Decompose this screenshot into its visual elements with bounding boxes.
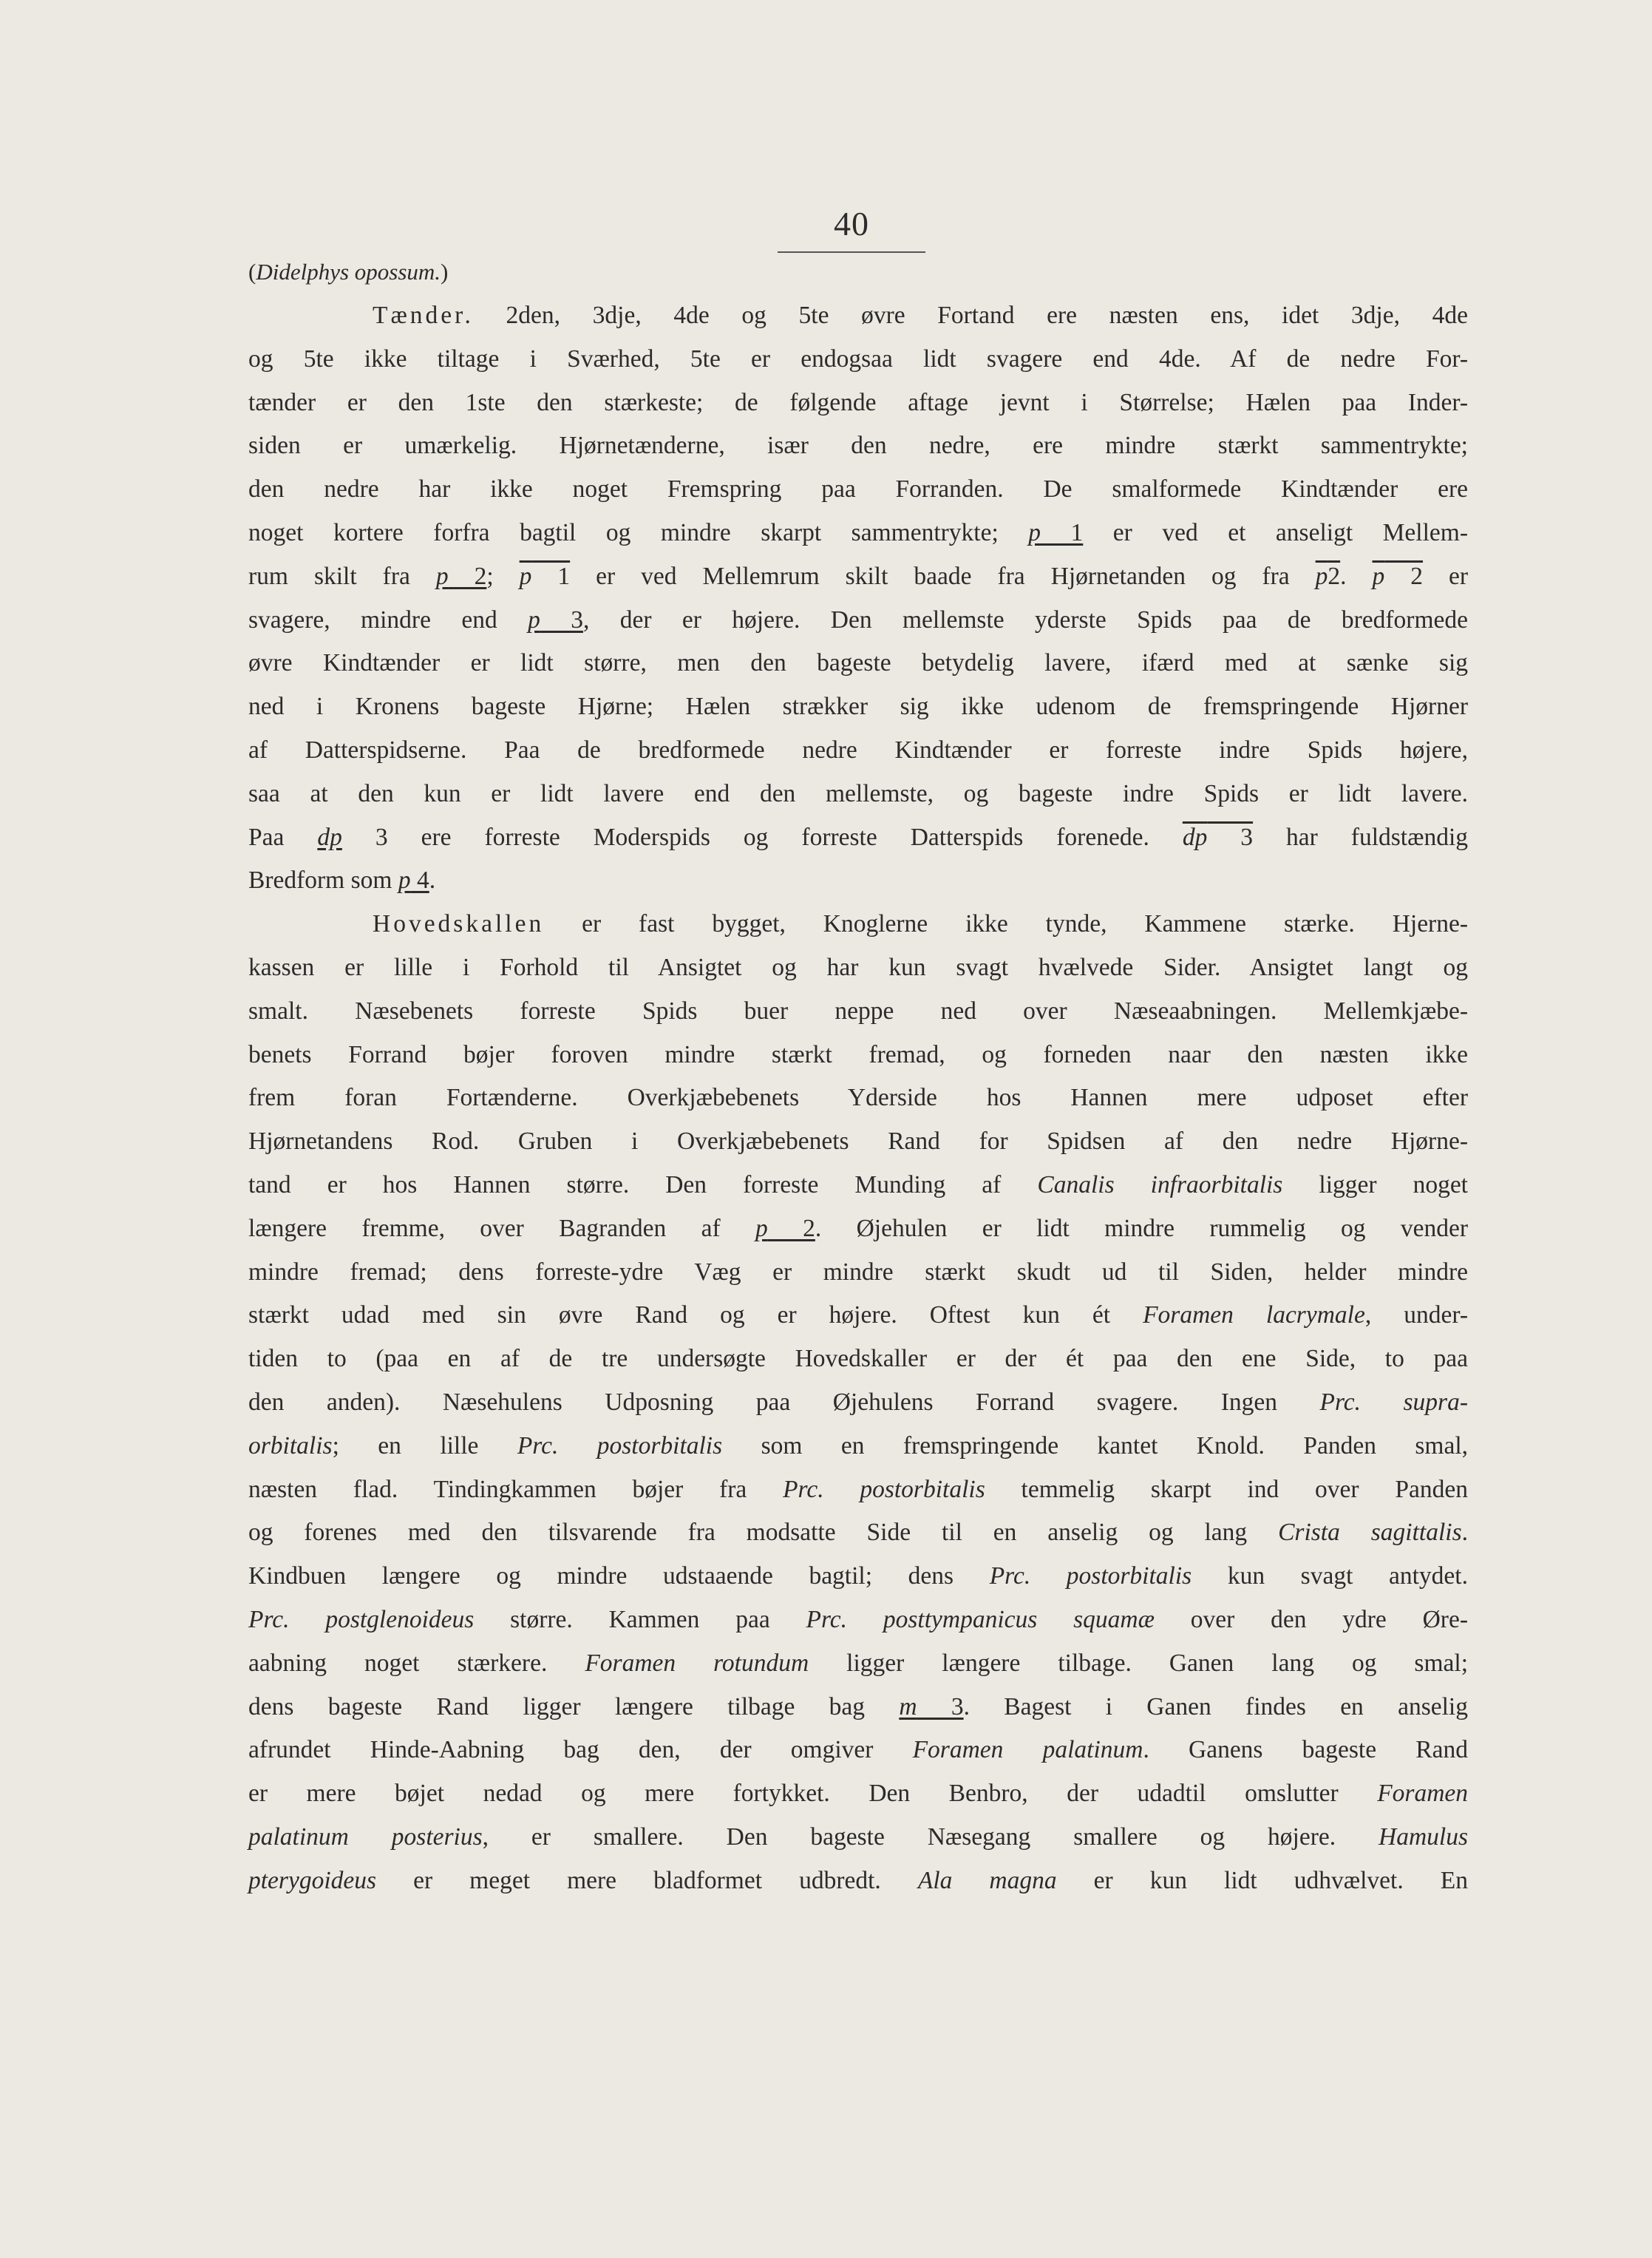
text-segment: er ved et anseligt Mellem- (1083, 518, 1468, 546)
text-segment: Prc. postorbitalis (517, 1431, 723, 1459)
text-segment: frem foran Fortænderne. Overkjæbebenets Yderside hos Hannen mere udposet efter (248, 1084, 1468, 1112)
text-line (248, 1337, 1468, 1381)
text-segment: stærkt udad med sin øvre Rand og er højere. Oftest kun ét (248, 1301, 1143, 1329)
text-segment: mindre fremad; dens forreste-ydre Væg er mindre stærkt skudt ud til Siden, helder mindre (248, 1258, 1468, 1286)
body-text (248, 294, 1468, 1902)
text-segment: aabning noget stærkere. (248, 1649, 585, 1677)
text-segment: og 5te ikke tiltage i Sværhed, 5te er endogsaa lidt svagere end 4de. Af de nedre For- (248, 345, 1468, 373)
text-segment: afrundet Hinde-Aabning bag den, der omgiver (248, 1736, 913, 1764)
text-line (248, 555, 1468, 599)
text-segment: 4 (410, 867, 429, 895)
text-line (248, 816, 1468, 860)
text-line (248, 990, 1468, 1034)
text-segment: Foramen rotundum (585, 1649, 809, 1677)
text-segment: større. Kammen paa (474, 1605, 806, 1633)
text-line (248, 424, 1468, 468)
text-segment: 2 (1328, 562, 1341, 590)
text-segment: Crista sagittalis (1278, 1519, 1462, 1547)
text-segment: orbitalis (248, 1431, 333, 1459)
text-segment: er ved Mellemrum skilt baade fra Hjørnetanden og fra (570, 562, 1316, 590)
text-segment: , der er højere. Den mellemste yderste Spids paa de bredformede (582, 606, 1469, 634)
text-line (248, 512, 1468, 555)
text-segment: . Bagest i Ganen findes en anselig (963, 1692, 1468, 1720)
text-segment: kun svagt antydet. (1192, 1562, 1468, 1590)
text-segment: er fast bygget, Knoglerne ikke tynde, Kammene stærke. Hjerne- (544, 910, 1468, 938)
text-segment: . (429, 867, 436, 895)
text-segment: siden er umærkelig. Hjørnetænderne, især den nedre, ere mindre stærkt sammentrykte; (248, 432, 1468, 460)
text-line (248, 1077, 1468, 1120)
text-segment: tænder er den 1ste den stærkeste; de følgende aftage jevnt i Størrelse; Hælen paa Inder- (248, 388, 1468, 416)
text-segment: 3 (917, 1692, 964, 1720)
text-segment: . Øjehulen er lidt mindre rummelig og vender (815, 1214, 1469, 1242)
text-segment: rum skilt fra (248, 562, 436, 590)
text-segment: Foramen (1377, 1780, 1468, 1808)
text-segment: 2den, 3dje, 4de og 5te øvre Fortand ere næsten ens, idet 3dje, 4de (473, 302, 1468, 329)
text-segment: Prc. postglenoideus (248, 1605, 475, 1633)
page-number: 40 (834, 205, 869, 243)
text-segment: tiden to (paa en af de tre undersøgte Hovedskaller er der ét paa den ene Side, to paa (248, 1345, 1468, 1373)
text-line (248, 1511, 1468, 1555)
text-segment: p (528, 606, 540, 634)
text-segment: Hovedskallen (373, 910, 545, 938)
text-segment: ; (486, 562, 520, 590)
text-segment: Hamulus (1379, 1823, 1468, 1851)
text-segment: Prc. supra- (1319, 1388, 1468, 1416)
running-head (248, 259, 448, 285)
text-segment: $\overline{p}$ (519, 562, 532, 590)
text-segment: noget kortere forfra bagtil og mindre skarpt sammentrykte; (248, 518, 1029, 546)
text-segment: ligger længere tilbage. Ganen lang og smal; (809, 1649, 1469, 1677)
text-line (248, 1598, 1468, 1642)
text-segment: 1 (1041, 518, 1084, 546)
text-line (248, 1729, 1468, 1772)
text-segment: saa at den kun er lidt lavere end den mellemste, og bageste indre Spids er lidt lavere. (248, 779, 1468, 807)
text-line (248, 685, 1468, 729)
text-segment: er kun lidt udhvælvet. En (1056, 1866, 1468, 1894)
text-segment: Foramen lacrymale (1143, 1301, 1365, 1329)
text-segment: som en fremspringende kantet Knold. Panden smal, (722, 1431, 1469, 1459)
text-segment: p (755, 1214, 768, 1242)
text-segment: svagere, mindre end (248, 606, 528, 634)
text-line (248, 1251, 1468, 1295)
text-segment: temmelig skarpt ind over Panden (985, 1475, 1468, 1503)
text-segment: over den ydre Øre- (1154, 1605, 1468, 1633)
text-segment: p (1028, 518, 1041, 546)
text-segment: $\overline{p}$ (1372, 562, 1385, 590)
text-line (248, 1034, 1468, 1077)
text-segment: den nedre har ikke noget Fremspring paa Forranden. De smalformede Kindtænder ere (248, 475, 1468, 504)
text-segment: af Datterspidserne. Paa de bredformede nedre Kindtænder er forreste indre Spids højere, (248, 736, 1468, 764)
text-segment: Paa (248, 823, 318, 851)
text-segment: m (899, 1692, 917, 1720)
text-line (248, 1120, 1468, 1164)
text-segment: 2 (448, 562, 487, 590)
text-segment: har fuldstændig (1253, 823, 1469, 851)
text-segment: p (398, 867, 411, 895)
text-line (248, 382, 1468, 425)
text-segment: p (435, 562, 449, 590)
text-line (248, 946, 1468, 990)
text-segment: 2 (767, 1214, 815, 1242)
text-line (248, 1859, 1468, 1903)
text-line (248, 1164, 1468, 1207)
text-line (248, 1555, 1468, 1598)
text-segment: dp (317, 823, 342, 851)
text-line (248, 729, 1468, 773)
text-segment: Hjørnetandens Rod. Gruben i Overkjæbebenets Rand for Spidsen af den nedre Hjørne- (248, 1128, 1468, 1156)
text-segment: , under- (1364, 1301, 1468, 1329)
text-segment: er (1423, 562, 1469, 590)
text-segment: Prc. postorbitalis (989, 1562, 1192, 1590)
text-line (248, 642, 1468, 685)
text-line (248, 1294, 1468, 1337)
text-line (248, 294, 1468, 338)
text-segment: $\overline{p}$ (1315, 562, 1328, 590)
text-segment: Ala magna (917, 1866, 1057, 1894)
text-segment: smalt. Næsebenets forreste Spids buer neppe ned over Næseaabningen. Mellemkjæbe- (248, 997, 1468, 1025)
text-segment: . (1461, 1519, 1468, 1547)
text-segment: ligger noget (1282, 1170, 1468, 1198)
text-segment: kassen er lille i Forhold til Ansigtet og har kun svagt hvælvede Sider. Ansigtet langt og (248, 953, 1468, 981)
running-head-close: ) (441, 259, 449, 285)
text-segment: Tænder. (373, 302, 474, 329)
text-segment: den anden). Næsehulens Udposning paa Øjehulens Forrand svagere. Ingen (248, 1388, 1320, 1416)
text-segment: ned i Kronens bageste Hjørne; Hælen strækker sig ikke udenom de fremspringende Hjørner (248, 693, 1468, 721)
text-segment: dens bageste Rand ligger længere tilbage bag (248, 1692, 900, 1720)
text-line (248, 1642, 1468, 1686)
page-number-rule (778, 251, 925, 253)
text-segment: er mere bøjet nedad og mere fortykket. Den Benbro, der udadtil omslutter (248, 1780, 1378, 1808)
text-segment: pterygoideus (248, 1866, 377, 1894)
running-head-open: ( (248, 259, 256, 285)
text-segment: 3 ere forreste Moderspids og forreste Datterspids forenede. (341, 823, 1183, 851)
text-segment: og forenes med den tilsvarende fra modsatte Side til en anselig og lang (248, 1519, 1279, 1547)
text-line (248, 1816, 1468, 1859)
text-line (248, 338, 1468, 382)
text-line (248, 1468, 1468, 1512)
text-segment: . (1340, 562, 1373, 590)
text-segment: $\overline{dp}$ (1182, 823, 1208, 851)
text-segment: Kindbuen længere og mindre udstaaende bagtil; dens (248, 1562, 990, 1590)
running-head-species: Didelphys opossum. (256, 259, 441, 285)
text-segment: næsten flad. Tindingkammen bøjer fra (248, 1475, 783, 1503)
text-segment: palatinum posterius (248, 1823, 483, 1851)
text-segment: 3 (540, 606, 583, 634)
text-line (248, 903, 1468, 946)
text-segment: længere fremme, over Bagranden af (248, 1214, 756, 1242)
text-line (248, 599, 1468, 643)
text-segment: benets Forrand bøjer foroven mindre stærkt fremad, og forneden naar den næsten ikke (248, 1040, 1468, 1068)
text-line (248, 1686, 1468, 1729)
text-segment: Prc. posttympanicus squamæ (806, 1605, 1155, 1633)
text-segment: Canalis infraorbitalis (1037, 1170, 1283, 1198)
text-line (248, 1772, 1468, 1816)
text-segment: . Ganens bageste Rand (1143, 1736, 1468, 1764)
text-segment: Prc. postorbitalis (783, 1475, 985, 1503)
text-segment: Foramen palatinum (912, 1736, 1143, 1764)
text-segment: ; en lille (332, 1431, 517, 1459)
text-segment: 1 (531, 562, 571, 590)
text-segment: er meget mere bladformet udbredt. (376, 1866, 918, 1894)
text-segment: Bredform som (248, 867, 398, 895)
text-line (248, 1381, 1468, 1425)
text-segment: 3 (1207, 823, 1254, 851)
text-segment: tand er hos Hannen større. Den forreste Munding af (248, 1170, 1038, 1198)
text-line (248, 1425, 1468, 1468)
text-segment: , er smallere. Den bageste Næsegang smallere og højere. (482, 1823, 1379, 1851)
text-line (248, 468, 1468, 512)
text-line (248, 1207, 1468, 1251)
text-line (248, 773, 1468, 816)
text-segment: 2 (1384, 562, 1424, 590)
text-line (248, 859, 1468, 903)
text-segment: øvre Kindtænder er lidt større, men den bageste betydelig lavere, ifærd med at sænke sig (248, 649, 1468, 677)
